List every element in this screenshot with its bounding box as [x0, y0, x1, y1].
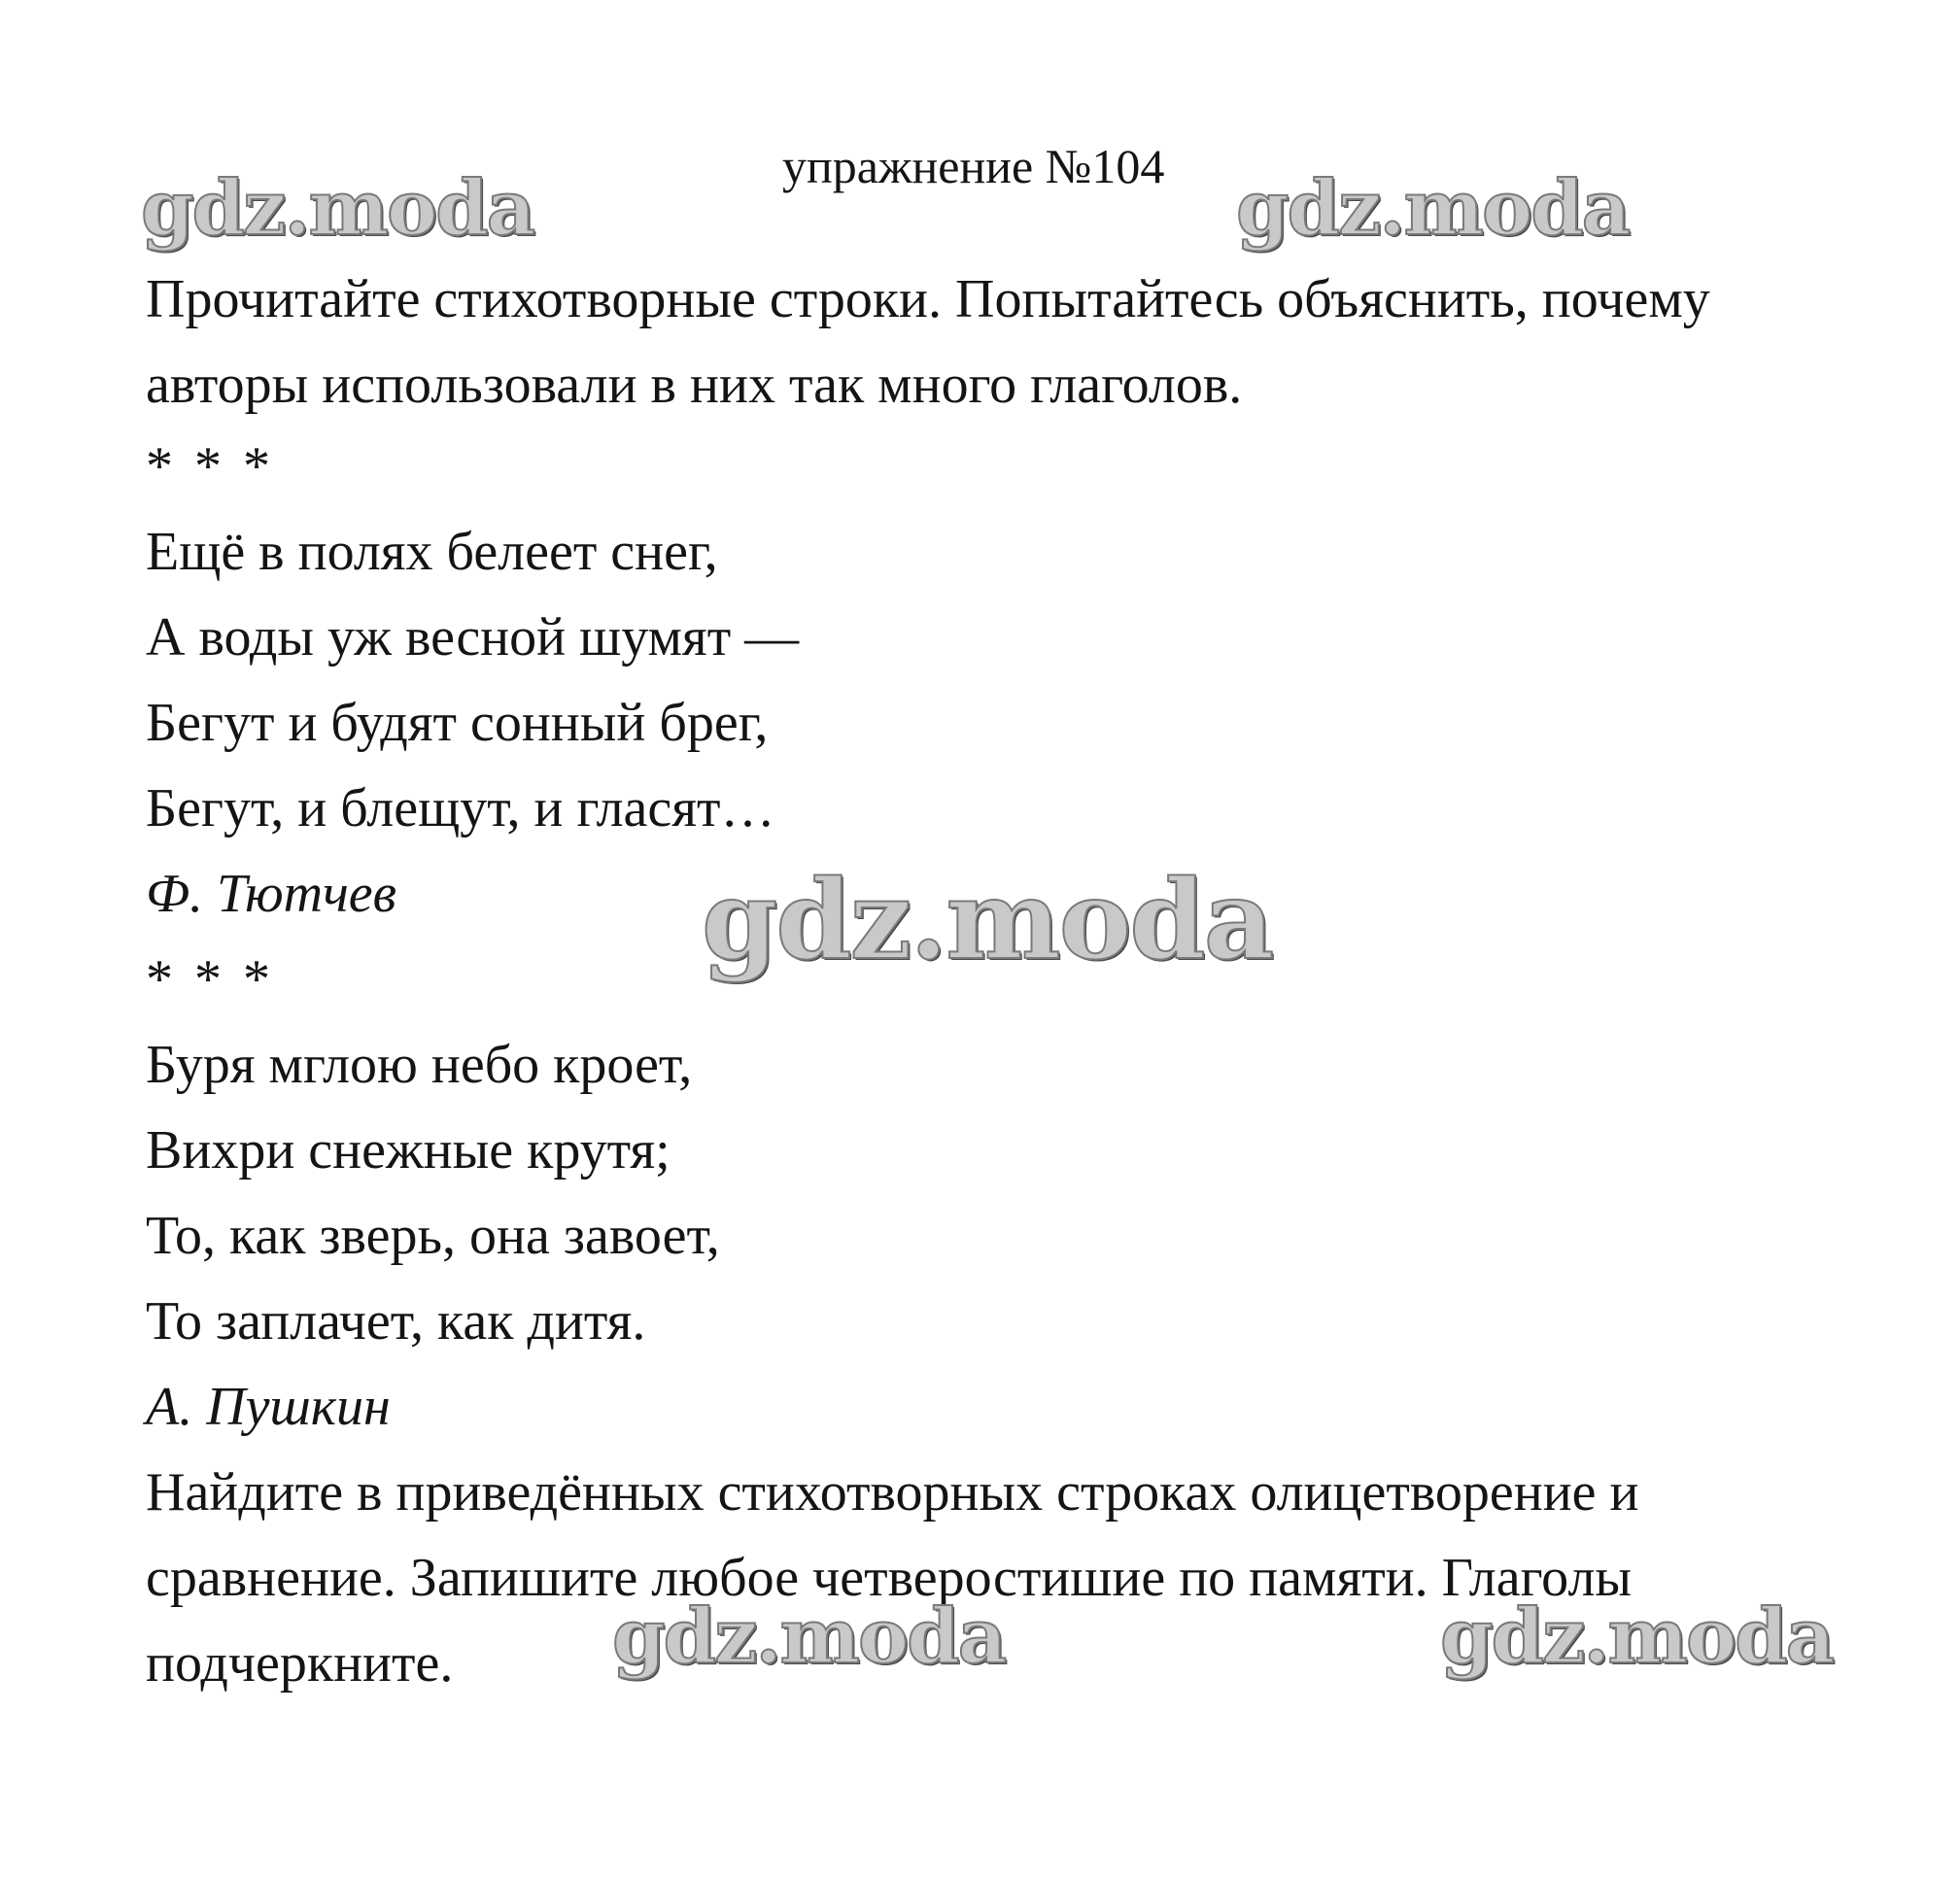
exercise-title: упражнение №104 [782, 139, 1165, 193]
task-line-3: подчеркните. [146, 1633, 454, 1694]
poem2-separator: * * * [146, 949, 274, 1009]
watermark-bottom-left: gdz.moda [612, 1592, 1006, 1681]
watermark-top-right: gdz.moda [1236, 164, 1630, 253]
task-line-1: Найдите в приведённых стихотворных строках олицетворение и [146, 1462, 1639, 1523]
poem1-line-4: Бегут, и блещут, и гласят… [146, 778, 775, 838]
poem1-line-2: А воды уж весной шумят — [146, 607, 800, 667]
poem2-line-2: Вихри снежные крутя; [146, 1120, 671, 1181]
instruction-line-1: Прочитайте стихотворные строки. Попытайтесь объяснить, почему [146, 269, 1710, 329]
instruction-line-2: авторы использовали в них так много глаголов. [146, 355, 1243, 415]
poem1-line-3: Бегут и будят сонный брег, [146, 693, 769, 753]
poem1-separator: * * * [146, 436, 274, 496]
watermark-top-left: gdz.moda [141, 164, 534, 253]
poem1-line-1: Ещё в полях белеет снег, [146, 522, 718, 582]
poem2-line-4: То заплачет, как дитя. [146, 1291, 646, 1352]
poem2-line-1: Буря мглою небо кроет, [146, 1035, 693, 1095]
watermark-center: gdz.moda [702, 857, 1273, 984]
task-line-2: сравнение. Запишите любое четверостишие по памяти. Глаголы [146, 1548, 1633, 1608]
watermark-bottom-right: gdz.moda [1440, 1592, 1834, 1681]
poem1-author: Ф. Тютчев [146, 864, 396, 924]
poem2-line-3: То, как зверь, она завоет, [146, 1206, 720, 1266]
poem2-author: А. Пушкин [146, 1377, 391, 1437]
